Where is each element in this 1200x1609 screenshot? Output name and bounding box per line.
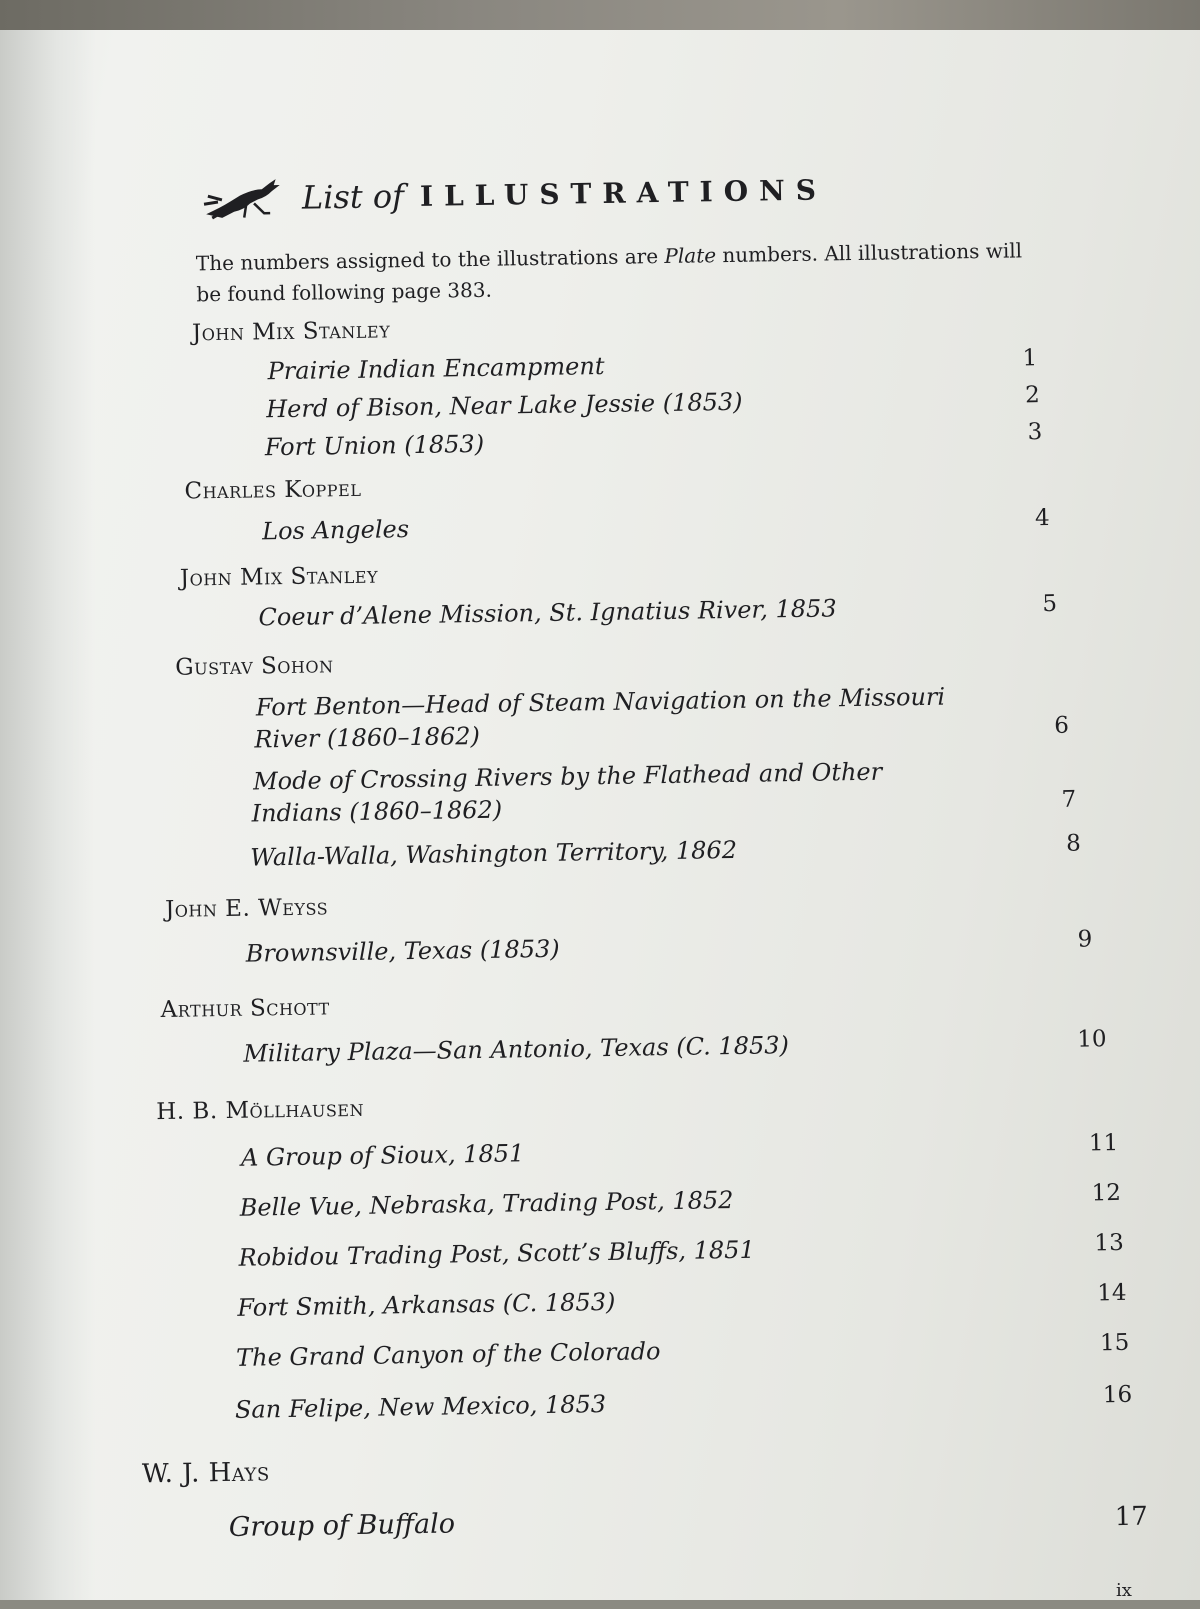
artist-name: John Mix Stanley	[191, 317, 391, 347]
artist-name: W. J. Hays	[141, 1457, 270, 1490]
intro-text-2: numbers. All illustrations will be found following page 383.	[196, 238, 1023, 307]
illustration-title: Mode of Crossing Rivers by the Flathead and Other	[252, 757, 883, 796]
illustration-title: Coeur d’Alene Mission, St. Ignatius River, 1853	[258, 594, 837, 632]
plate-number: 9	[1077, 926, 1093, 953]
illustration-title: The Grand Canyon of the Colorado	[235, 1337, 661, 1372]
illustration-title: A Group of Sioux, 1851	[240, 1139, 525, 1172]
intro-italic-word: Plate	[664, 243, 717, 268]
artist-name: Gustav Sohon	[175, 652, 334, 681]
artist-name: Charles Koppel	[184, 475, 362, 505]
plate-number: 13	[1094, 1229, 1124, 1257]
illustration-title: Fort Smith, Arkansas (C. 1853)	[237, 1287, 616, 1322]
heading-prefix: List of	[301, 177, 405, 217]
plate-number: 16	[1102, 1381, 1133, 1409]
illustration-title: Belle Vue, Nebraska, Trading Post, 1852	[239, 1186, 734, 1222]
plate-number: 14	[1097, 1279, 1127, 1307]
illustration-title: Herd of Bison, Near Lake Jessie (1853)	[266, 387, 743, 424]
illustration-title-cont: River (1860–1862)	[254, 721, 481, 754]
plate-number: 3	[1027, 419, 1043, 446]
page-heading	[200, 164, 828, 224]
illustration-title: Walla-Walla, Washington Territory, 1862	[250, 835, 738, 872]
heading-title: ILLUSTRATIONS	[419, 172, 828, 213]
artist-name: John Mix Stanley	[179, 562, 379, 592]
illustration-title: Military Plaza—San Antonio, Texas (C. 1853)	[243, 1031, 790, 1068]
illustration-title: Group of Buffalo	[228, 1508, 456, 1543]
artist-name: John E. Weyss	[164, 894, 329, 923]
illustration-title: San Felipe, New Mexico, 1853	[234, 1390, 607, 1424]
illustration-title: Brownsville, Texas (1853)	[245, 934, 560, 968]
illustration-title: Robidou Trading Post, Scott’s Bluffs, 1851	[238, 1235, 755, 1272]
illustration-title: Prairie Indian Encampment	[267, 351, 605, 386]
illustration-title: Fort Benton—Head of Steam Navigation on the Missouri	[255, 682, 946, 722]
plate-number: 10	[1077, 1026, 1107, 1053]
illustration-title-cont: Indians (1860–1862)	[251, 795, 503, 828]
plate-number: 15	[1099, 1329, 1130, 1357]
intro-paragraph	[196, 235, 1037, 310]
artist-name: H. B. Möllhausen	[156, 1095, 365, 1126]
plate-number: 4	[1034, 504, 1050, 532]
artist-name: Arthur Schott	[160, 994, 330, 1023]
illustration-title: Fort Union (1853)	[264, 429, 485, 462]
plate-number: 1	[1022, 345, 1038, 372]
plate-number: 7	[1061, 786, 1077, 813]
page-number: ix	[1116, 1580, 1132, 1601]
plate-number: 12	[1091, 1179, 1122, 1207]
plate-number: 11	[1088, 1129, 1119, 1157]
plate-number: 6	[1054, 712, 1070, 739]
plate-number: 17	[1114, 1501, 1149, 1533]
plate-number: 8	[1065, 830, 1082, 857]
plate-number: 2	[1024, 382, 1040, 409]
illustration-title: Los Angeles	[261, 515, 410, 546]
intro-text-1: The numbers assigned to the illustrations are	[195, 243, 665, 276]
plate-number: 5	[1042, 590, 1058, 618]
leaping-deer-ornament-icon	[200, 173, 289, 224]
